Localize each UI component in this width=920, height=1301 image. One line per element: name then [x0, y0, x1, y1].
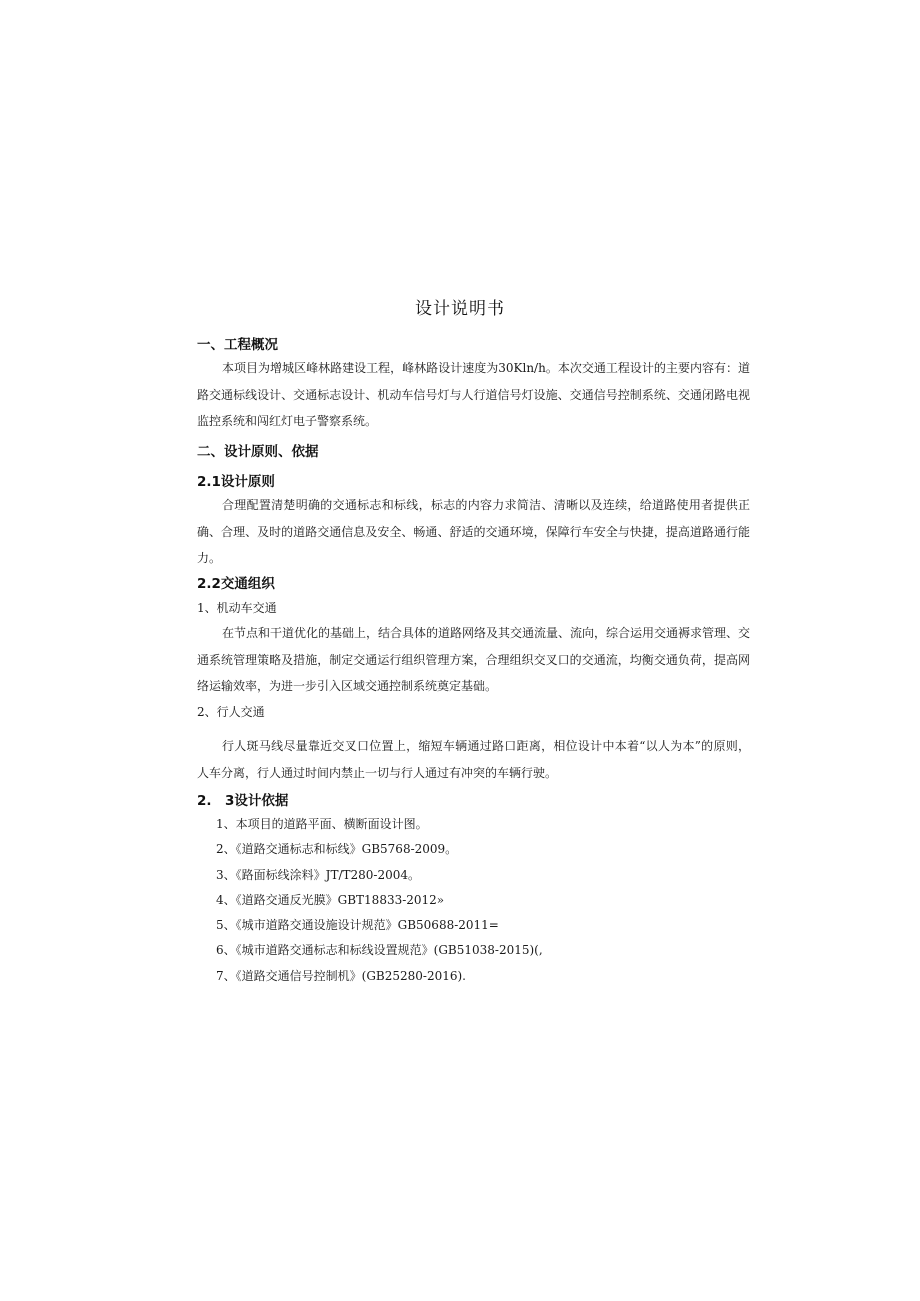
overview-paragraph: 本项目为增城区峰林路建设工程，峰林路设计速度为30Kln/h。本次交通工程设计的主要内容有：道路交通标线设计、交通标志设计、机动车信号灯与人行道信号灯设施、交通信号控制系统、交通闭路电视监控系统和闯红灯电子警察系统。	[197, 361, 750, 428]
reference-item: 7、《道路交通信号控制机》(GB25280-2016).	[216, 968, 466, 983]
reference-item: 1、本项目的道路平面、横断面设计图。	[216, 817, 428, 831]
subsection-heading-traffic-organization: 2.2交通组织	[197, 576, 275, 592]
pedestrian-traffic-label: 2、行人交通	[197, 705, 265, 719]
subsection-heading-design-principles: 2.1设计原则	[197, 474, 275, 490]
reference-item: 2、《道路交通标志和标线》GB5768-2009。	[216, 842, 458, 857]
motor-traffic-label: 1、机动车交通	[197, 601, 277, 615]
subsection-heading-design-basis: 2. 3设计依据	[197, 793, 289, 809]
section-heading-principles: 二、设计原则、依据	[197, 444, 319, 460]
reference-item: 4、《道路交通反光膜》GBT18833-2012»	[216, 892, 445, 907]
pedestrian-traffic-paragraph: 行人斑马线尽量靠近交叉口位置上，缩短车辆通过路口距离，相位设计中本着“以人为本”的原则，人车分离，行人通过时间内禁止一切与行人通过有冲突的车辆行驶。	[197, 739, 750, 780]
design-principles-paragraph: 合理配置清楚明确的交通标志和标线，标志的内容力求简洁、清晰以及连续，给道路使用者提供正确、合理、及时的道路交通信息及安全、畅通、舒适的交通环境，保障行车安全与快捷，提高道路通行能力。	[197, 498, 750, 565]
section-heading-overview: 一、工程概况	[197, 337, 278, 353]
reference-item: 6、《城市道路交通标志和标线设置规范》(GB51038-2015)(,	[216, 943, 543, 958]
reference-item: 3、《路面标线涂料》JT/T280-2004。	[216, 867, 420, 882]
motor-traffic-paragraph: 在节点和干道优化的基础上，结合具体的道路网络及其交通流量、流向，综合运用交通褥求管理、交通系统管理策略及措施，制定交通运行组织管理方案，合理组织交叉口的交通流，均衡交通负荷，提高网络运输效率，为进一步引入区域交通控制系统奠定基础。	[197, 626, 751, 693]
document-title: 设计说明书	[415, 299, 505, 319]
reference-item: 5、《城市道路交通设施设计规范》GB50688-2011=	[216, 918, 499, 933]
reference-list	[216, 816, 543, 993]
